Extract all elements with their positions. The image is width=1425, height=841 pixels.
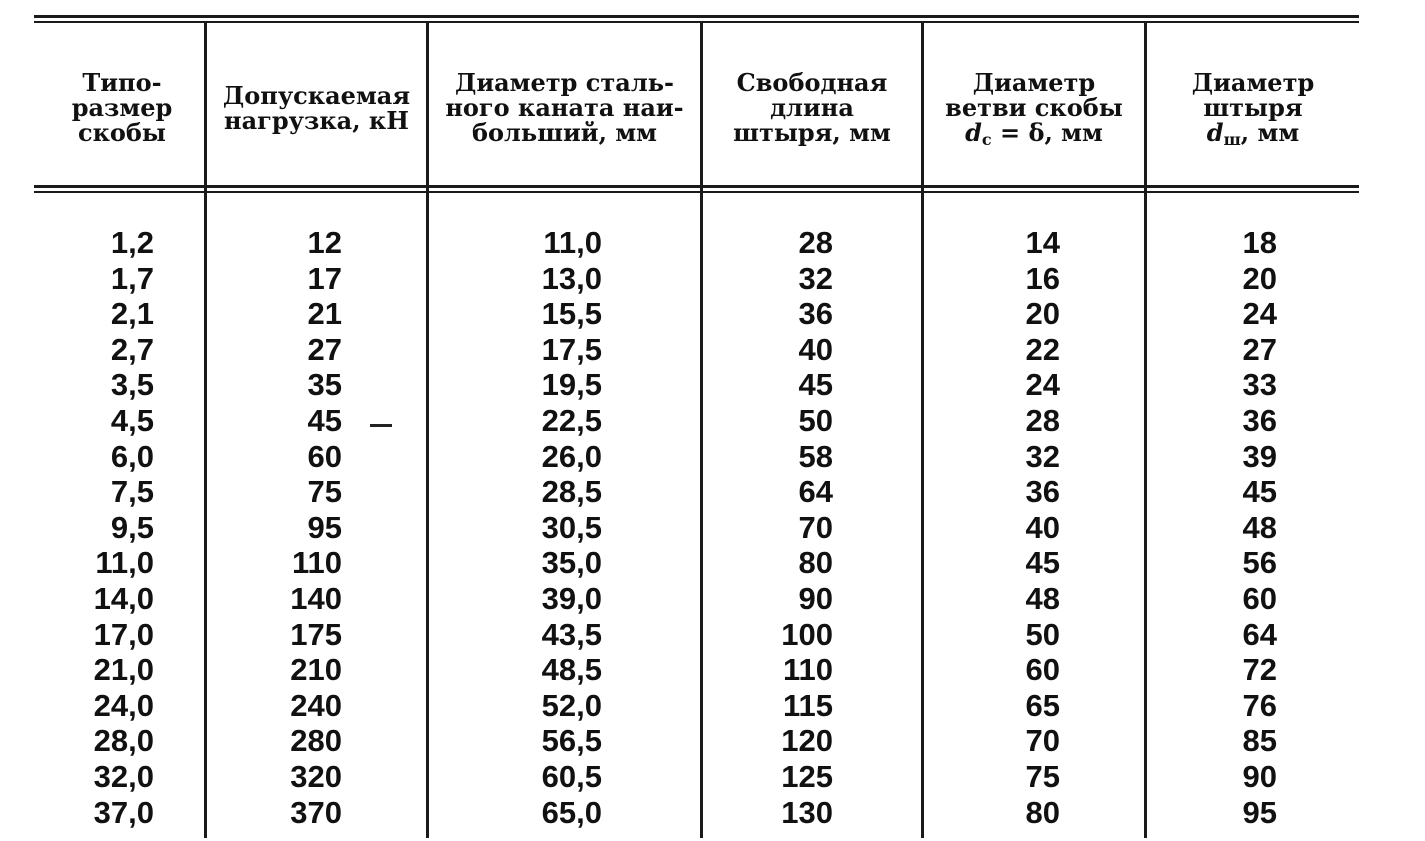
- header-formula-line: [945, 118, 1123, 149]
- header-line: Диаметр: [1191, 68, 1315, 97]
- table-cell: 18: [1242, 225, 1277, 260]
- table-cell: 19,5: [541, 367, 602, 403]
- table-cell: 11,0: [95, 545, 154, 581]
- table-cell: 15,5: [541, 296, 602, 332]
- column-pin-diameter: [1147, 225, 1359, 835]
- table-cell: 36: [1242, 402, 1277, 438]
- table-cell: 17: [307, 260, 342, 296]
- table-cell: 70: [798, 509, 833, 545]
- table-cell: 85: [1242, 723, 1277, 759]
- table-cell: 20: [1025, 296, 1060, 332]
- symbol-d: d: [1206, 118, 1224, 147]
- table-cell: 33: [1242, 367, 1277, 403]
- table-cell: 13,0: [541, 260, 602, 296]
- column-pin-free-length: [703, 225, 921, 835]
- table-cell: 24,0: [93, 687, 154, 723]
- table-cell: 12: [307, 225, 342, 260]
- table-cell: 370: [290, 794, 342, 830]
- subscript-c: c: [981, 130, 992, 149]
- table-cell: 35: [307, 367, 342, 403]
- table-cell: 26,0: [541, 438, 602, 474]
- header-formula-line: [1192, 118, 1314, 149]
- print-dash-mark: [370, 424, 392, 427]
- table-cell: 95: [1242, 794, 1277, 830]
- table-cell: 2,1: [110, 296, 154, 332]
- top-rule-inner: [34, 21, 1359, 23]
- table-cell: 28: [1025, 402, 1060, 438]
- table-cell: 60: [1025, 652, 1060, 688]
- header-formula-text: = δ, мм: [999, 118, 1103, 147]
- table-cell: 36: [1025, 474, 1060, 510]
- header-pin-diameter: [1147, 30, 1359, 185]
- table-cell: 65: [1025, 687, 1060, 723]
- table-cell: 7,5: [110, 474, 154, 510]
- table-cell: 39,0: [541, 580, 602, 616]
- header-line: размер: [71, 93, 173, 122]
- header-line: Типо-: [82, 68, 162, 97]
- table-cell: 48: [1242, 509, 1277, 545]
- table-cell: 125: [781, 758, 833, 794]
- table-cell: 39: [1242, 438, 1277, 474]
- table-cell: 17,0: [93, 616, 154, 652]
- table-cell: 27: [307, 331, 342, 367]
- header-line: Допускаемая: [222, 80, 411, 110]
- table-cell: 58: [798, 438, 833, 474]
- table-cell: 45: [798, 367, 833, 403]
- header-allowed-load: [207, 30, 426, 185]
- table-cell: 28,0: [93, 723, 154, 759]
- table-cell: 32: [798, 260, 833, 296]
- table-cell: 140: [290, 580, 342, 616]
- table-cell: 22: [1025, 331, 1060, 367]
- table-cell: 28: [798, 225, 833, 260]
- table-cell: 35,0: [541, 545, 602, 581]
- column-branch-diameter: [924, 225, 1144, 835]
- table-cell: 20: [1242, 260, 1277, 296]
- table-cell: 64: [1242, 616, 1277, 652]
- table-cell: 11,0: [543, 225, 602, 260]
- table-cell: 56: [1242, 545, 1277, 581]
- header-branch-diameter: [924, 30, 1144, 185]
- column-allowed-load: [207, 225, 426, 835]
- table-cell: 90: [1242, 758, 1277, 794]
- table-cell: 80: [1025, 794, 1060, 830]
- table-cell: 50: [798, 402, 833, 438]
- header-rope-diameter: [429, 30, 700, 185]
- table-cell: 2,7: [110, 331, 154, 367]
- table-cell: 75: [307, 474, 342, 510]
- top-rule: [34, 15, 1359, 18]
- table-cell: 28,5: [541, 474, 602, 510]
- table-cell: 37,0: [93, 794, 154, 830]
- table-cell: 175: [290, 616, 342, 652]
- table-cell: 280: [290, 723, 342, 759]
- table-cell: 9,5: [110, 509, 154, 545]
- table-cell: 16: [1025, 260, 1060, 296]
- table-cell: 14: [1025, 225, 1060, 260]
- header-pin-free-length: [703, 30, 921, 185]
- table-cell: 60: [307, 438, 342, 474]
- table-cell: 1,2: [110, 225, 154, 260]
- table-cell: 24: [1025, 367, 1060, 403]
- header-line: штыря: [1203, 93, 1303, 122]
- symbol-d: d: [965, 118, 982, 147]
- table-cell: 110: [291, 545, 342, 581]
- header-line: Диаметр: [972, 68, 1096, 97]
- table-cell: 320: [290, 758, 342, 794]
- table-cell: 17,5: [541, 331, 602, 367]
- table-cell: 21: [307, 296, 342, 332]
- table-cell: 56,5: [541, 723, 602, 759]
- table-cell: 45: [1242, 474, 1277, 510]
- table-cell: 240: [290, 687, 342, 723]
- header-line: ного каната наи-: [445, 93, 684, 122]
- table-cell: 45: [1025, 545, 1060, 581]
- table-cell: 22,5: [541, 402, 602, 438]
- table-cell: 110: [782, 652, 833, 688]
- header-line: больший, мм: [471, 118, 658, 147]
- table-cell: 120: [781, 723, 833, 759]
- table-cell: 210: [290, 652, 342, 688]
- header-rule: [34, 185, 1359, 188]
- table-cell: 36: [798, 296, 833, 332]
- table-cell: 21,0: [93, 652, 154, 688]
- table-cell: 60: [1242, 580, 1277, 616]
- table-cell: 4,5: [110, 402, 154, 438]
- header-rule-inner: [34, 191, 1359, 193]
- table-cell: 40: [1025, 509, 1060, 545]
- table-cell: 80: [798, 545, 833, 581]
- table-cell: 90: [798, 580, 833, 616]
- subscript-sh: ш: [1223, 130, 1241, 149]
- table-cell: 60,5: [541, 758, 602, 794]
- table-cell: 72: [1242, 652, 1277, 688]
- table-cell: 70: [1025, 723, 1060, 759]
- table-cell: 43,5: [541, 616, 602, 652]
- table-cell: 64: [798, 474, 833, 510]
- table-cell: 75: [1025, 758, 1060, 794]
- table-cell: 65,0: [541, 794, 602, 830]
- header-line: Диаметр сталь-: [454, 68, 675, 97]
- table-cell: 3,5: [110, 367, 154, 403]
- table-cell: 95: [307, 509, 342, 545]
- table-cell: 100: [781, 616, 833, 652]
- header-formula-text: , мм: [1240, 118, 1300, 147]
- table-cell: 24: [1242, 296, 1277, 332]
- table-cell: 76: [1242, 687, 1277, 723]
- column-rope-diameter: [429, 225, 700, 835]
- table-cell: 45: [307, 402, 342, 438]
- table-cell: 27: [1242, 331, 1277, 367]
- header-line: ветви скобы: [945, 93, 1123, 122]
- table-cell: 6,0: [110, 438, 154, 474]
- header-line: штыря, мм: [733, 118, 891, 147]
- table-cell: 32: [1025, 438, 1060, 474]
- column-type-size: [34, 225, 204, 835]
- header-line: длина: [770, 93, 854, 122]
- table-cell: 115: [782, 687, 833, 723]
- header-type-size: [40, 30, 204, 185]
- header-line: нагрузка, кН: [224, 105, 409, 135]
- header-line: скобы: [77, 118, 166, 147]
- table-cell: 130: [781, 794, 833, 830]
- table-cell: 48: [1025, 580, 1060, 616]
- table-cell: 50: [1025, 616, 1060, 652]
- table-cell: 14,0: [93, 580, 154, 616]
- table-cell: 1,7: [110, 260, 154, 296]
- table-cell: 32,0: [93, 758, 154, 794]
- table-cell: 48,5: [541, 652, 602, 688]
- header-line: Свободная: [736, 68, 888, 97]
- table-cell: 52,0: [541, 687, 602, 723]
- table-cell: 40: [798, 331, 833, 367]
- table-cell: 30,5: [541, 509, 602, 545]
